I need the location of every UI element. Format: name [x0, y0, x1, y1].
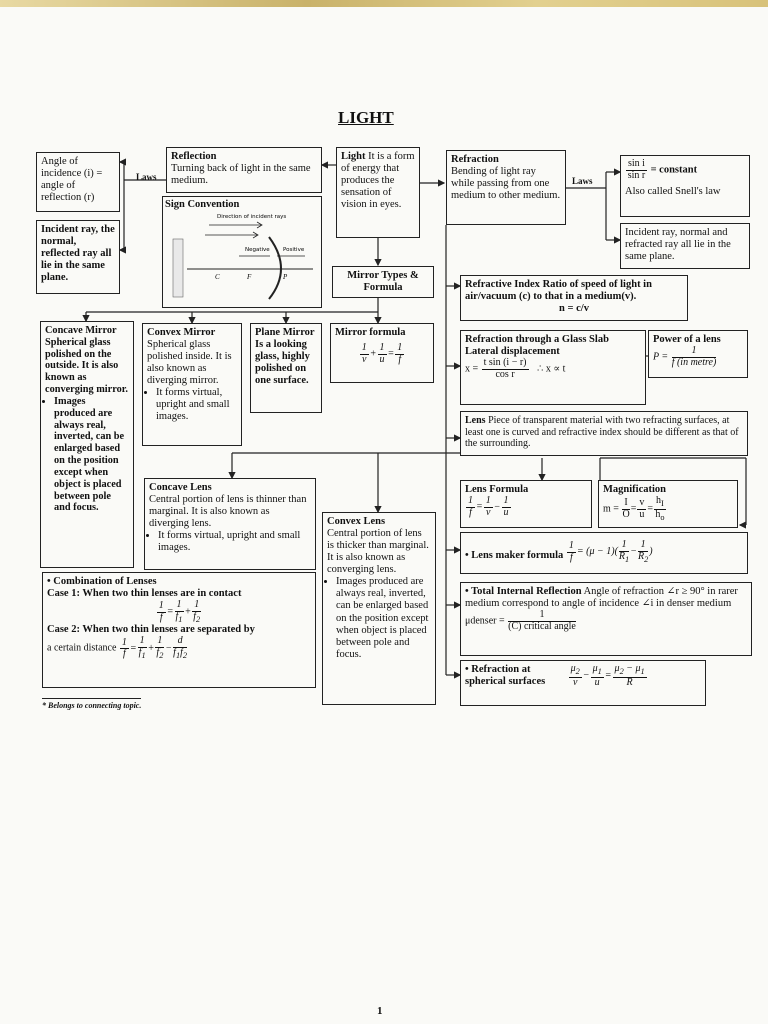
snells-law-box [620, 155, 750, 217]
power-of-lens-box [648, 330, 748, 378]
lens-formula-box [460, 480, 592, 528]
combination-distance: a certain distance [47, 642, 117, 654]
convex-lens-box [322, 512, 436, 705]
angle-of-incidence-text: Angle of incidence (i) = angle of reflection (r) [41, 156, 103, 204]
light-definition-box [336, 147, 420, 238]
glass-slab-denominator: cos r [495, 368, 515, 380]
page-number: 1 [377, 1005, 383, 1017]
convex-mirror-text: Spherical glass polished inside. It is also known as diverging mirror. [147, 339, 232, 387]
glass-slab-box [460, 330, 646, 405]
tir-box [460, 582, 752, 656]
concave-lens-text: Central portion of lens is thinner than marginal. It is also known as diverging lens. [149, 494, 307, 530]
laws-label-right: Laws [572, 176, 593, 186]
reflection-box [166, 147, 322, 193]
spherical-refraction-equation: $\frac{\mu_2}{v}$ − $\frac{\mu_1}{u}$ = $\frac{\mu_2 - \mu_1}{R}$ [570, 663, 645, 688]
mirror-formula-box [330, 323, 434, 383]
light-definition-title: Light [341, 151, 366, 162]
snell-fraction [626, 159, 647, 181]
light-definition-text: It is a form of energy that produces the sensation of vision in eyes. [341, 151, 415, 211]
lens-definition-title: Lens [465, 415, 486, 426]
tir-formula: μdenser = $\frac{1}{\text{(C) critical angle}}$ [465, 609, 576, 632]
plane-mirror-text: Is a looking glass, highly polished on one surface. [255, 339, 310, 387]
concave-mirror-text: Spherical glass polished on the outside. It is also known as converging mirror. [45, 336, 128, 396]
snell-denominator: sin r [627, 169, 646, 181]
plane-mirror-title: Plane Mirror [255, 327, 315, 338]
concave-lens-title: Concave Lens [149, 482, 212, 493]
snell-numerator: sin i [628, 158, 645, 169]
sign-convention-c: C [215, 273, 220, 282]
page-title: LIGHT [338, 108, 394, 127]
sign-convention-p: P [283, 273, 288, 282]
reflection-plane-law-text: Incident ray, the normal, reflected ray all lie in the same plane. [41, 224, 115, 284]
refractive-index-title: Refractive Index [465, 279, 540, 290]
lens-definition-text: Piece of transparent material with two refracting surfaces, at least one is curved and refractive index should be different as that of the surrounding. [465, 415, 739, 449]
sign-convention-title: Sign Convention [165, 199, 240, 210]
lens-formula-equation: $\frac{1}{f}$ = $\frac{1}{v}$ − $\frac{1}{u}$ [468, 495, 509, 518]
reflection-title: Reflection [171, 151, 217, 162]
combination-case1: Case 1: When two thin lenses are in contact [47, 588, 242, 600]
glass-slab-proportion: ∴ x ∝ t [537, 363, 566, 375]
concave-lens-box [144, 478, 316, 570]
tir-denominator: (C) critical angle [508, 620, 576, 632]
refraction-plane-law-box [620, 223, 750, 269]
power-denominator: f (in metre) [671, 356, 717, 368]
snell-constant: = constant [650, 164, 698, 176]
spherical-refraction-box [460, 660, 706, 706]
mirror-types-text: Mirror Types & Formula [347, 270, 419, 294]
refraction-definition: Bending of light ray while passing from one medium to other medium. [451, 166, 561, 202]
refractive-index-box [460, 275, 688, 321]
footnote: * Belongs to connecting topic. [42, 698, 141, 710]
tir-title: • Total Internal Reflection [465, 586, 582, 597]
concave-mirror-box [40, 321, 134, 568]
lens-formula-title: Lens Formula [465, 484, 529, 495]
glass-slab-title: Refraction through a Glass Slab [465, 334, 609, 345]
magnification-box [598, 480, 738, 528]
combination-title: • Combination of Lenses [47, 576, 157, 587]
mirror-types-box [332, 266, 434, 298]
mirror-formula-title: Mirror formula [335, 327, 406, 338]
convex-mirror-box [142, 323, 242, 446]
sign-convention-box [162, 196, 322, 308]
lens-maker-equation: $\frac{1}{f}$ = (μ − 1)( $\frac{1}{R_1}$ − $\frac{1}{R_2}$ ) [568, 539, 653, 564]
magnification-title: Magnification [603, 484, 666, 495]
glass-slab-text: Lateral displacement [465, 346, 560, 358]
combination-lenses-box [42, 572, 316, 688]
glass-slab-formula: x = $\frac{\text{t sin (i − r)}}{\text{cos r}}$ ∴ x ∝ t [465, 357, 566, 380]
convex-lens-text: Central portion of lens is thicker than marginal. It is also known as converging lens. [327, 528, 429, 576]
convex-lens-title: Convex Lens [327, 516, 386, 527]
sign-convention-f: F [247, 273, 252, 282]
tir-mu: μdenser = [465, 615, 505, 627]
page-top-edge [0, 0, 768, 7]
sign-convention-direction: Direction of incident rays [217, 214, 287, 221]
refractive-index-text: Ratio of speed of light in air/vacuum (c) to that in a medium(v). [465, 279, 652, 303]
sign-convention-figure [165, 211, 317, 301]
concave-lens-bullet: • It forms virtual, upright and small images. [158, 530, 311, 554]
snell-law-text: Also called Snell's law [625, 186, 721, 197]
lens-maker-text: • Lens maker formula [465, 550, 564, 562]
combination-case2-equation: a certain distance $\frac{1}{f}$ = $\frac{1}{f_1}$ + $\frac{1}{f_2}$ − $\frac{d}{f_1f_2}$ [47, 635, 188, 660]
refraction-plane-law-text: Incident ray, normal and refracted ray all lie in the same plane. [625, 227, 731, 263]
lens-definition-box [460, 411, 748, 456]
spherical-refraction-title: • Refraction at spherical surfaces [465, 664, 546, 688]
plane-mirror-box [250, 323, 322, 413]
laws-label-left: Laws [136, 172, 157, 182]
convex-lens-bullet: • Images produced are always real, inverted, can be enlarged based on the position except when object is placed between pole and focus. [336, 576, 431, 660]
tir-text: Angle of refraction ∠r ≥ 90° in rarer medium correspond to angle of incidence ∠i in denser medium [465, 586, 738, 610]
convex-mirror-bullet: • It forms virtual, upright and small images. [156, 387, 237, 423]
concave-mirror-title: Concave Mirror [45, 325, 117, 336]
power-numerator: 1 [672, 346, 717, 358]
reflection-plane-law-box [36, 220, 120, 294]
reflection-definition: Turning back of light in the same medium. [171, 163, 311, 187]
magnification-equation: m = $\frac{I}{O}$ = $\frac{v}{u}$ = $\frac{h_I}{h_o}$ [603, 495, 665, 522]
mirror-formula-equation: $\frac{1}{v}$ + $\frac{1}{u}$ = $\frac{1}{f}$ [361, 342, 403, 365]
sign-convention-negative: Negative [245, 247, 270, 254]
refraction-box [446, 150, 566, 225]
sign-convention-positive: Positive [283, 247, 305, 254]
convex-mirror-title: Convex Mirror [147, 327, 216, 338]
combination-case2: Case 2: When two thin lenses are separated by [47, 624, 255, 636]
power-of-lens-title: Power of a lens [653, 334, 721, 345]
lens-maker-box [460, 532, 748, 574]
combination-case1-equation: $\frac{1}{f}$ = $\frac{1}{f_1}$ + $\frac{1}{f_2}$ [158, 599, 201, 624]
refractive-index-formula: n = c/v [559, 303, 589, 315]
glass-slab-numerator: t sin (i − r) [483, 357, 527, 369]
refraction-title: Refraction [451, 154, 499, 165]
power-of-lens-formula: P = $\frac{1}{\text{f (in metre)}}$ [653, 345, 717, 368]
angle-of-incidence-box [36, 152, 120, 212]
concave-mirror-bullet: • Images produced are always real, inverted, can be enlarged based on the position except when object is placed between pole and focus. [54, 396, 129, 514]
